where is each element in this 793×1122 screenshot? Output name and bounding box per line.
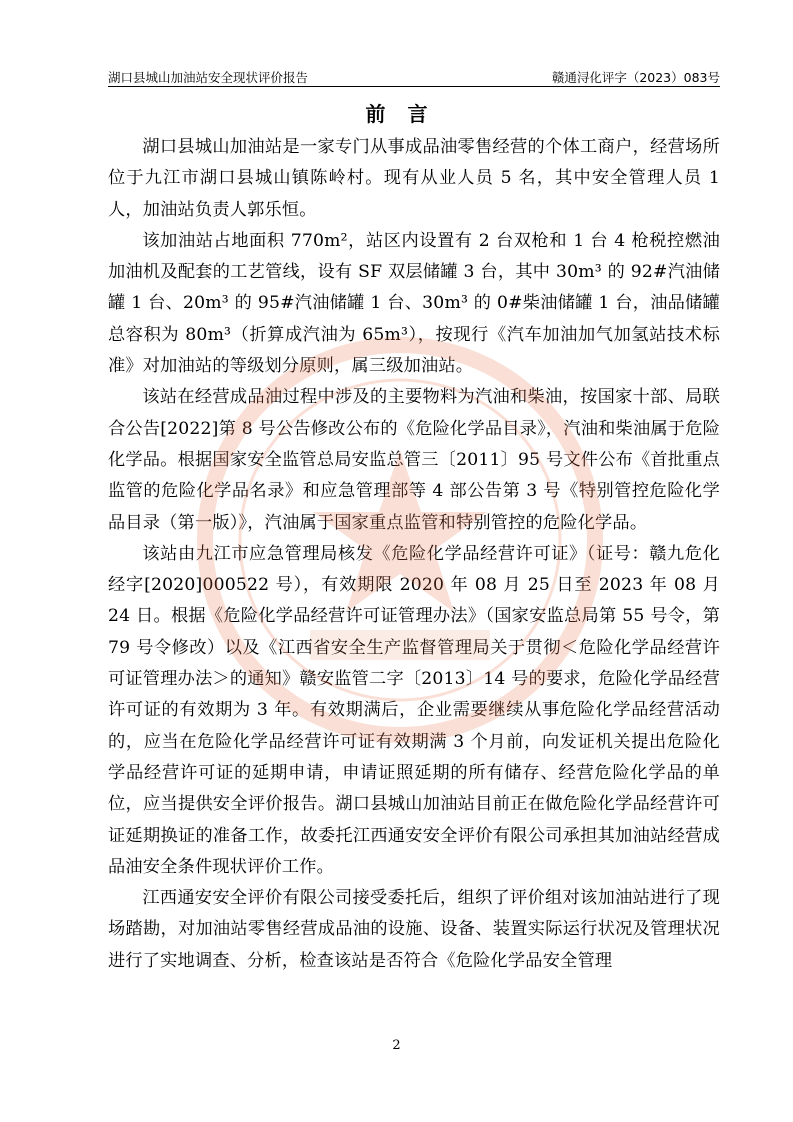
page-header — [108, 66, 720, 87]
page-number: 2 — [392, 1038, 401, 1053]
paragraph: 江西通安安全评价有限公司接受委托后，组织了评价组对该加油站进行了现场踏勘，对加油站零售经营成品油的设施、设备、装置实际运行状况及管理状况进行了实地调查、分析，检查该站是否符合《危险化学品安全管理 — [108, 888, 720, 971]
paragraph: 该加油站占地面积 770m²，站区内设置有 2 台双枪和 1 台 4 枪税控燃油加油机及配套的工艺管线，设有 SF 双层储罐 3 台，其中 30m³ 的 92#汽油储罐 1 台、20m³ 的 95#汽油储罐 1 台、30m³ 的 0#柴油储罐 1 台，油品储罐总容积为 80m³（折算成汽油为 65m³），按现行《汽车加油加气加氢站技术标准》对加油站的等级划分原则，属三级加油站。 — [108, 230, 720, 377]
paragraph: 该站在经营成品油过程中涉及的主要物料为汽油和柴油，按国家十部、局联合公告[2022]第 8 号公告修改公布的《危险化学品目录》，汽油和柴油属于危险化学品。根据国家安全监管总局安监总管三〔2011〕95 号文件公布《首批重点监管的危险化学品名录》和应急管理部等 4 部公告第 3 号《特别管控危险化学品目录（第一版）》，汽油属于国家重点监管和特别管控的危险化学品。 — [108, 387, 720, 533]
paragraph: 该站由九江市应急管理局核发《危险化学品经营许可证》（证号：赣九危化经字[2020]000522 号），有效期限 2020 年 08 月 25 日至 2023 年 08 月 24 日。根据《危险化学品经营许可证管理办法》（国家安监总局第 55 号令，第 79 号令修改）以及《江西省安全生产监督管理局关于贯彻＜危险化学品经营许可证管理办法＞的通知》赣安监管二字〔2013〕14 号的要求，危险化学品经营许可证的有效期为 3 年。有效期满后，企业需要继续从事危险化学品经营活动的，应当在危险化学品经营许可证有效期满 3 个月前，向发证机关提出危险化学品经营许可证的延期申请，申请证照延期的所有储存、经营危险化学品的单位，应当提供安全评价报告。湖口县城山加油站目前正在做危险化学品经营许可证延期换证的准备工作，故委托江西通安安全评价有限公司承担其加油站经营成品油安全条件现状评价工作。 — [108, 543, 720, 877]
header-report-title: 湖口县城山加油站安全现状评价报告 — [108, 70, 309, 85]
paragraph: 湖口县城山加油站是一家专门从事成品油零售经营的个体工商户，经营场所位于九江市湖口县城山镇陈岭村。现有从业人员 5 名，其中安全管理人员 1 人，加油站负责人郭乐恒。 — [108, 137, 720, 220]
header-document-number: 赣通浔化评字（2023）083号 — [551, 70, 720, 85]
section-title: 前言 — [365, 102, 450, 126]
body-text — [108, 132, 720, 977]
